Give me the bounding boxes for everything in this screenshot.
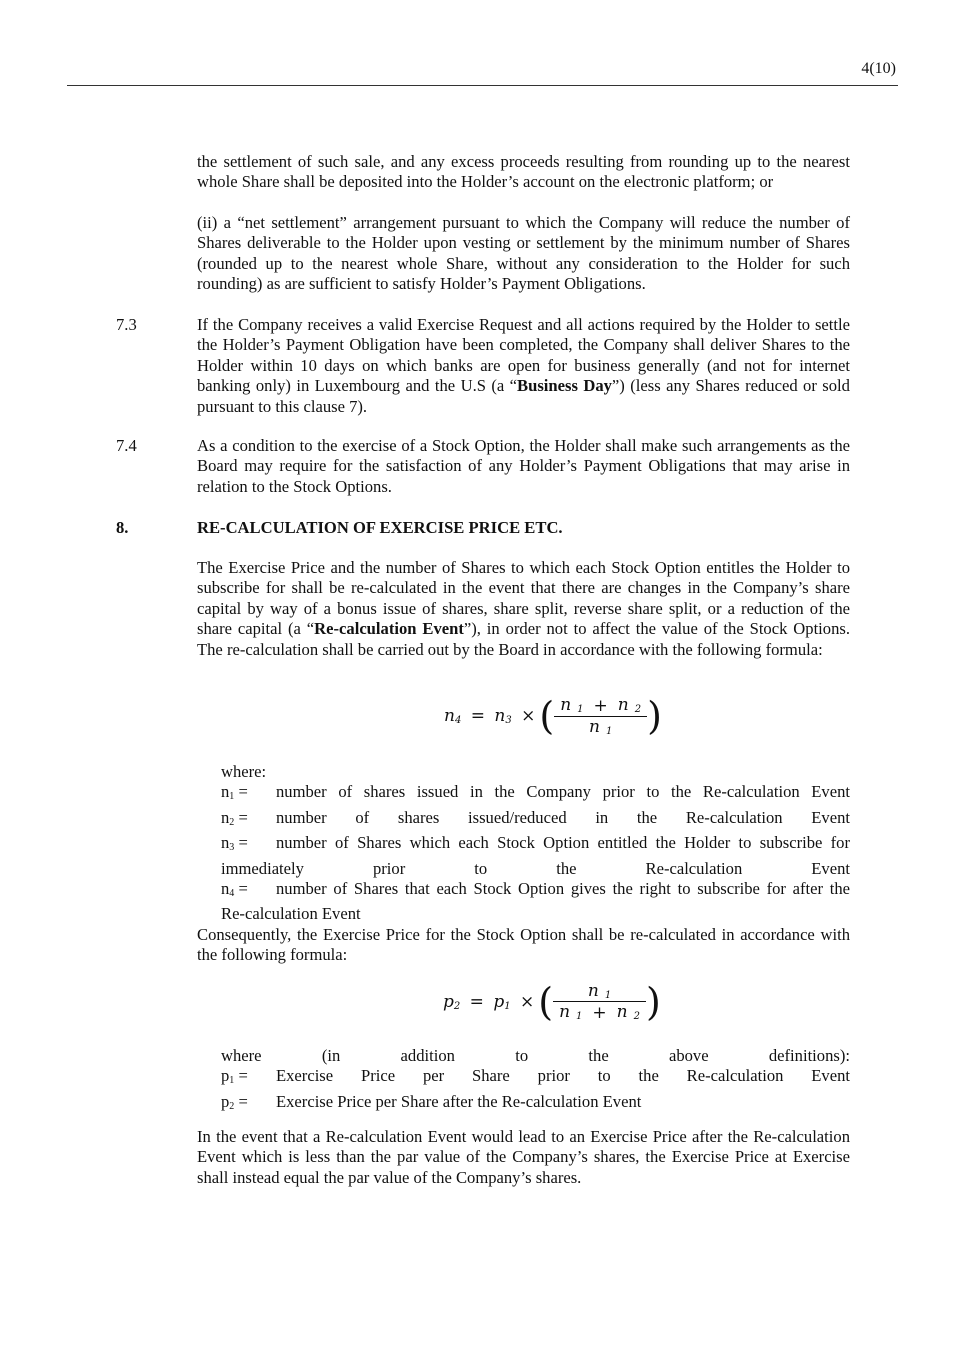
clause-7-3-text-a: If the Company receives a valid Exercise Request and all actions required by the Holder to settle the Holder’s Payment Obligation have been completed, the Company shall deliver Shares to the Holder within 10 days on which banks are open for business generally (and not for internet banking only) in Luxembourg and the U.S (a “: [197, 315, 850, 396]
section-8-intro: [197, 558, 850, 660]
definition-text: Exercise Price per Share after the Re-calculation Event: [276, 1091, 642, 1111]
formula1-lhs-sub: 4: [454, 715, 462, 726]
formula1-equals: =: [470, 706, 485, 726]
formula2-plus: +: [592, 1002, 607, 1023]
definition-row: [221, 833, 850, 858]
formula2-rhs: p: [493, 992, 505, 1012]
formula1-fraction: [554, 695, 647, 737]
definition-equals: =: [234, 782, 248, 802]
page-number: 4(10): [861, 60, 896, 77]
clause-7-4-number: 7.4: [116, 436, 137, 455]
formula1-plus: +: [593, 695, 608, 716]
formula2-den-a: n: [559, 1002, 571, 1023]
clause-7-3-number: 7.3: [116, 315, 137, 334]
definition-symbol: n: [221, 782, 230, 802]
definition-equals: =: [234, 807, 248, 827]
definition-symbol: n: [221, 807, 230, 827]
section-8-title: RE-CALCULATION OF EXERCISE PRICE ETC.: [197, 518, 563, 537]
formula2-equals: =: [469, 992, 484, 1012]
clause-7-4-text: As a condition to the exercise of a Stock Option, the Holder shall make such arrangements as the Board may require for the satisfaction of any Holder’s Payment Obligations that may arise in relation to the Stock Options.: [197, 436, 850, 496]
formula2-den-b-sub: 2: [633, 1011, 640, 1023]
definitions-exercise-price: [221, 1046, 850, 1117]
definition-equals: =: [234, 1091, 248, 1111]
definitions-shares: [221, 762, 850, 925]
definition-text: number of shares issued/reduced in the Re-calculation Event: [276, 807, 850, 827]
definition-continuation: immediately prior to the Re-calculation Event: [221, 858, 850, 878]
formula1-num-b: n: [617, 695, 629, 716]
paragraph-consequently: Consequently, the Exercise Price for the Stock Option shall be re-calculated in accordance with the following formula:: [197, 925, 850, 965]
formula2-lhs-sub: 2: [453, 1001, 461, 1012]
formula-exercise-price: $p_2 = p_1$ × ( $\frac{n _1}{n _1 + n _2}$ ): [443, 980, 661, 1024]
formula-shares: $n_4 = n_3$ × ( $\frac{n _1 + n _2}{n _1}$ ): [444, 694, 662, 738]
defined-term-business-day: Business Day: [517, 376, 612, 396]
formula2-den-a-sub: 1: [576, 1011, 583, 1023]
defined-term-recalculation-event: Re-calculation Event: [314, 619, 464, 639]
formula2-fraction: [553, 981, 646, 1023]
definition-equals: =: [234, 879, 248, 899]
definition-text: Exercise Price per Share prior to the Re-calculation Event: [276, 1066, 850, 1086]
formula1-num-a: n: [560, 695, 572, 716]
header-divider: [67, 85, 898, 86]
formula2-num-sub: 1: [604, 990, 612, 1002]
definition-symbol-sub: 2: [229, 1100, 235, 1112]
definitions2-where: where (in addition to the above definitions):: [221, 1046, 850, 1065]
paragraph-par-value: In the event that a Re-calculation Event would lead to an Exercise Price after the Re-calculation Event which is less than the par value of the Company’s shares, the Exercise Price at Exercise shall instead equal the par value of the Company’s shares.: [197, 1127, 850, 1187]
formula1-den: n: [588, 716, 600, 737]
definitions1-where: where:: [221, 762, 267, 781]
formula1-rhs: n: [494, 706, 506, 726]
formula1-lhs: n: [444, 706, 455, 726]
definition-symbol-sub: 1: [229, 1075, 235, 1087]
definition-row: [221, 879, 850, 904]
definition-row: [221, 1066, 850, 1091]
clause-7-3-text-b: ”) (less any Shares reduced or sold pursuant to this clause 7).: [197, 376, 850, 416]
definition-row: [221, 782, 850, 807]
paragraph-settlement-continued: the settlement of such sale, and any excess proceeds resulting from rounding up to the nearest whole Share shall be deposited into the Holder’s account on the electronic platform; or: [197, 152, 850, 192]
section-8-intro-b: ”), in order not to affect the value of the Stock Options. The re-calculation shall be carried out by the Board in accordance with the following formula:: [197, 619, 850, 659]
paragraph-net-settlement: (ii) a “net settlement” arrangement pursuant to which the Company will reduce the number of Shares deliverable to the Holder upon vesting or settlement by the minimum number of Shares (rounded up to the nearest whole Share, without any consideration to the Holder for such rounding) as are sufficient to satisfy Holder’s Payment Obligations.: [197, 213, 850, 294]
formula1-den-sub: 1: [605, 725, 613, 737]
definition-equals: =: [234, 1066, 248, 1086]
definition-text: number of Shares which each Stock Option entitled the Holder to subscribe for: [276, 833, 850, 853]
definition-symbol-sub: 1: [229, 791, 235, 803]
definition-symbol: n: [221, 833, 230, 853]
section-8-intro-a: The Exercise Price and the number of Shares to which each Stock Option entitles the Holder to subscribe for shall be re-calculated in the event that there are changes in the Company’s share capital by way of a bonus issue of shares, share split, reverse share split, or a reduction of the share capital (a “: [197, 558, 850, 639]
formula2-lhs: p: [443, 992, 454, 1012]
formula2-times: ×: [520, 992, 535, 1012]
definition-symbol: p: [221, 1066, 230, 1086]
definition-equals: =: [234, 833, 248, 853]
definition-symbol-sub: 2: [229, 816, 235, 828]
definition-row: [221, 808, 850, 833]
formula2-rhs-sub: 1: [504, 1001, 511, 1012]
formula1-rhs-sub: 3: [505, 715, 512, 726]
definition-symbol: p: [221, 1091, 230, 1111]
clause-7-3-text: [197, 315, 850, 417]
definition-symbol-sub: 4: [229, 888, 235, 900]
formula1-num-b-sub: 2: [634, 704, 642, 716]
definition-text: number of Shares that each Stock Option gives the right to subscribe for after the: [276, 879, 850, 899]
formula2-num: n: [587, 981, 599, 1002]
definition-symbol: n: [221, 879, 230, 899]
definition-text: number of shares issued in the Company prior to the Re-calculation Event: [276, 782, 850, 802]
formula1-times: ×: [521, 706, 536, 726]
definition-row: [221, 1092, 850, 1117]
formula1-num-a-sub: 1: [577, 704, 584, 716]
section-8-number: 8.: [116, 518, 129, 537]
definition-continuation: Re-calculation Event: [221, 904, 361, 924]
formula2-den-b: n: [616, 1002, 628, 1023]
definition-symbol-sub: 3: [229, 842, 235, 854]
